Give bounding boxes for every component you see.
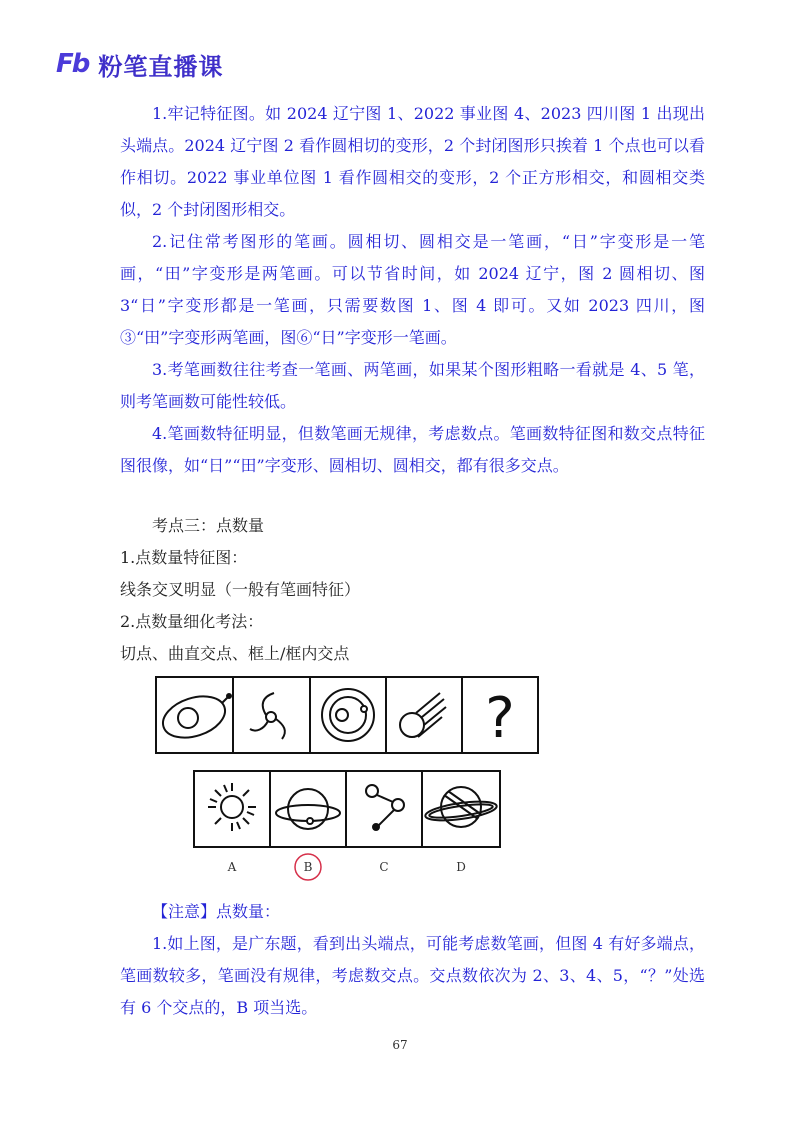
option-c-label: C bbox=[379, 860, 389, 874]
page-number: 67 bbox=[392, 1038, 408, 1052]
section-item-2-detail: 切点、曲直交点、框上/框内交点 bbox=[120, 644, 350, 663]
logo-text: 粉笔直播课 bbox=[98, 52, 224, 81]
option-a-figure bbox=[208, 783, 256, 831]
option-d-label: D bbox=[456, 860, 466, 874]
options-row bbox=[194, 771, 500, 847]
paragraph-3 bbox=[120, 354, 705, 418]
option-b-figure bbox=[276, 789, 340, 829]
paragraph-4 bbox=[120, 418, 705, 482]
paragraph-2-text: 2.记住常考图形的笔画。圆相切、圆相交是一笔画，“日”字变形是一笔画，“田”字变形是两笔画。可以节省时间，如 2024 辽宁，图 2 圆相切、图 3“日”字变形都是一笔画，只需要数图 1、图 4 即可。又如 2023 四川，图③“田”字变形两笔画，图⑥“日”字变形一笔画。 bbox=[120, 232, 705, 347]
logo-mark: Fb bbox=[56, 49, 89, 79]
section-item-1: 1.点数量特征图： bbox=[120, 548, 248, 567]
paragraph-1 bbox=[120, 98, 705, 226]
brand-logo bbox=[56, 44, 223, 84]
note-text: 1.如上图，是广东题，看到出头端点，可能考虑数笔画，但图 4 有好多端点，笔画数较多，笔画没有规律，考虑数交点。交点数依次为 2、3、4、5，“？”处选有 6 个交点的，B 项当选。 bbox=[120, 934, 705, 1017]
option-a-label: A bbox=[227, 860, 237, 874]
note-title: 【注意】点数量： bbox=[152, 902, 281, 921]
paragraph-2 bbox=[120, 226, 705, 354]
puzzle-figure bbox=[150, 675, 550, 887]
option-c-figure bbox=[366, 785, 404, 830]
paragraph-4-text: 4.笔画数特征明显，但数笔画无规律，考虑数点。笔画数特征图和数交点特征图很像，如“日”“田”字变形、圆相切、圆相交，都有很多交点。 bbox=[120, 424, 705, 475]
note-paragraph bbox=[120, 928, 705, 1024]
question-figure-4 bbox=[400, 693, 446, 737]
question-figure-2 bbox=[250, 693, 285, 739]
option-d-figure bbox=[424, 787, 498, 827]
question-figure-3 bbox=[322, 689, 374, 741]
option-b-label: B bbox=[303, 860, 313, 874]
section-item-2: 2.点数量细化考法： bbox=[120, 612, 264, 631]
question-mark: ? bbox=[485, 686, 515, 751]
question-figure-1 bbox=[158, 689, 231, 745]
section-title: 考点三：点数量 bbox=[152, 516, 265, 535]
paragraph-3-text: 3.考笔画数往往考查一笔画、两笔画，如果某个图形粗略一看就是 4、5 笔，则考笔画数可能性较低。 bbox=[120, 360, 705, 411]
paragraph-1-text: 1.牢记特征图。如 2024 辽宁图 1、2022 事业图 4、2023 四川图 1 出现出头端点。2024 辽宁图 2 看作圆相切的变形，2 个封闭图形只挨着 1 个点也可以看作相切。2022 事业单位图 1 看作圆相交的变形，2 个正方形相交，和圆相交类似，2 个封闭图形相交。 bbox=[120, 104, 705, 219]
section-item-1-detail: 线条交叉明显（一般有笔画特征） bbox=[120, 580, 361, 599]
